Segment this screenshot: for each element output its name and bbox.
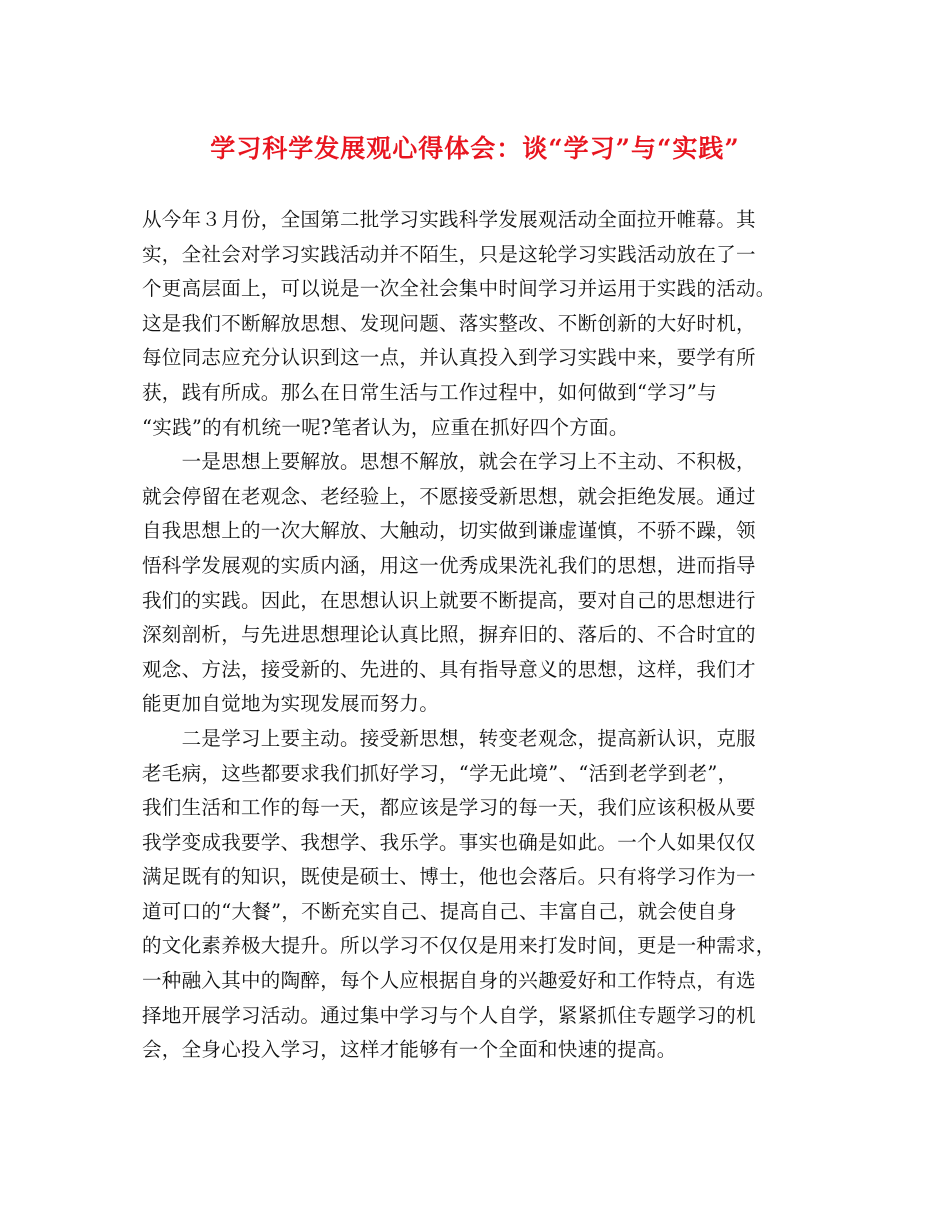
body-line: 满足既有的知识，既使是硕士、博士，他也会落后。只有将学习作为一 xyxy=(142,865,756,889)
body-line: 能更加自觉地为实现发展而努力。 xyxy=(142,692,440,716)
document-body xyxy=(142,203,822,1068)
body-line: 就会停留在老观念、老经验上，不愿接受新思想，就会拒绝发展。通过 xyxy=(142,484,756,508)
body-line: 择地开展学习活动。通过集中学习与个人自学，紧紧抓住专题学习的机 xyxy=(142,1003,756,1027)
body-line: 一是思想上要解放。思想不解放，就会在学习上不主动、不积极， xyxy=(142,450,756,474)
body-line: 个更高层面上，可以说是一次全社会集中时间学习并运用于实践的活动。 xyxy=(142,277,776,301)
body-line: 老毛病，这些都要求我们抓好学习，“学无此境”、“活到老学到老”， xyxy=(142,761,738,785)
body-line: 道可口的“大餐”，不断充实自己、提高自己、丰富自己，就会使自身 xyxy=(142,899,737,923)
body-line: 的文化素养极大提升。所以学习不仅仅是用来打发时间，更是一种需求， xyxy=(142,934,776,958)
body-line: 深刻剖析，与先进思想理论认真比照，摒弃旧的、落后的、不合时宜的 xyxy=(142,623,756,647)
body-line: 自我思想上的一次大解放、大触动，切实做到谦虚谨慎，不骄不躁，领 xyxy=(142,519,756,543)
body-line: 我学变成我要学、我想学、我乐学。事实也确是如此。一个人如果仅仅 xyxy=(142,830,756,854)
body-line: 悟科学发展观的实质内涵，用这一优秀成果洗礼我们的思想，进而指导 xyxy=(142,553,756,577)
body-line: 我们生活和工作的每一天，都应该是学习的每一天，我们应该积极从要 xyxy=(142,796,756,820)
body-line: 每位同志应充分认识到这一点，并认真投入到学习实践中来，要学有所 xyxy=(142,346,756,370)
body-line: 会，全身心投入学习，这样才能够有一个全面和快速的提高。 xyxy=(142,1038,677,1062)
body-line: 实，全社会对学习实践活动并不陌生，只是这轮学习实践活动放在了一 xyxy=(142,242,756,266)
body-line: 观念、方法，接受新的、先进的、具有指导意义的思想，这样，我们才 xyxy=(142,657,756,681)
document-title: 学习科学发展观心得体会：谈“学习”与“实践” xyxy=(210,134,740,163)
body-line: 获，践有所成。那么在日常生活与工作过程中，如何做到“学习”与 xyxy=(142,380,717,404)
body-line: “实践”的有机统一呢?笔者认为，应重在抓好四个方面。 xyxy=(142,415,629,439)
body-line: 二是学习上要主动。接受新思想，转变老观念，提高新认识，克服 xyxy=(142,726,756,750)
body-line: 从今年３月份，全国第二批学习实践科学发展观活动全面拉开帷幕。其 xyxy=(142,208,756,231)
body-line: 这是我们不断解放思想、发现问题、落实整改、不断创新的大好时机， xyxy=(142,311,756,335)
body-line: 一种融入其中的陶醉，每个人应根据自身的兴趣爱好和工作特点，有选 xyxy=(142,969,756,993)
body-line: 我们的实践。因此，在思想认识上就要不断提高，要对自己的思想进行 xyxy=(142,588,756,612)
